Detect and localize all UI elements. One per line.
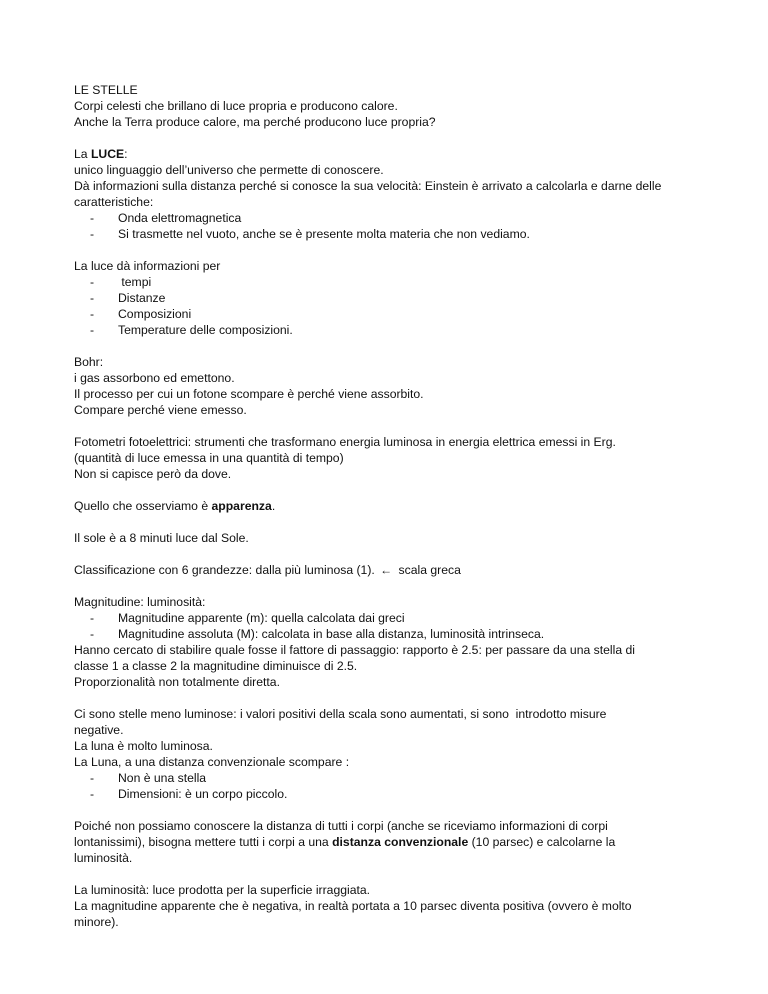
list-item-text: Non è una stella [118,771,207,785]
list-item-text: Si trasmette nel vuoto, anche se è presente molta materia che non vediamo. [118,227,530,241]
bullet-dash: - [90,211,95,225]
distanza-line [74,834,724,850]
classificazione-after: scala greca [395,563,461,577]
bullet-dash: - [90,771,95,785]
luce-line: Dà informazioni sulla distanza perché si conosce la sua velocità: Einstein è arrivato a calcolarla e darne delle [74,179,662,193]
distanza-text: lontanissimi), bisogna mettere tutti i corpi a una [74,835,333,849]
bullet-dash: - [90,291,95,305]
luce-bold: LUCE [90,147,125,161]
list-item-text: Distanze [118,291,166,305]
classificazione-text: Classificazione con 6 grandezze: dalla più luminosa (1). [74,563,379,577]
list-item-text: Dimensioni: è un corpo piccolo. [118,787,288,801]
distanza-line: Poiché non possiamo conoscere la distanza di tutti i corpi (anche se riceviamo informazioni di corpi [74,819,608,833]
bullet-dash: - [90,787,95,801]
magnitudine-line: Proporzionalità non totalmente diretta. [74,675,280,689]
negative-line: La luna è molto luminosa. [74,739,213,753]
luminosita-line: minore). [74,915,119,929]
luce-suffix: : [124,147,128,161]
bohr-line: i gas assorbono ed emettono. [74,371,235,385]
list-item [74,306,724,322]
bullet-dash: - [90,323,95,337]
list-item-text: Temperature delle composizioni. [118,323,293,337]
list-item [74,290,724,306]
bullet-dash: - [90,227,95,241]
luce-prefix: La [74,147,91,161]
list-item [74,626,724,642]
bullet-dash: - [90,611,95,625]
list-item [74,610,724,626]
luce-heading [74,146,724,162]
distanza-bold: distanza convenzionale [332,835,469,849]
luce-line: caratteristiche: [74,195,154,209]
sole-line: Il sole è a 8 minuti luce dal Sole. [74,531,249,545]
apparenza-line [74,498,724,514]
list-item [74,786,724,802]
negative-line: Ci sono stelle meno luminose: i valori positivi della scala sono aumentati, si sono introdotto misure [74,707,607,721]
list-item-text: Composizioni [118,307,192,321]
fotometri-line: Non si capisce però da dove. [74,467,232,481]
apparenza-prefix: Quello che osserviamo è [74,499,212,513]
list-item-text: Onda elettromagnetica [118,211,242,225]
apparenza-suffix: . [271,499,276,513]
luce-line: unico linguaggio dell’universo che permette di conoscere. [74,163,384,177]
list-item [74,210,724,226]
negative-line: negative. [74,723,124,737]
distanza-line: luminosità. [74,851,133,865]
distanza-text: (10 parsec) e calcolarne la [468,835,616,849]
list-item [74,274,724,290]
bohr-line: Il processo per cui un fotone scompare è perché viene assorbito. [74,387,424,401]
bullet-dash: - [90,307,95,321]
list-item [74,226,724,242]
magnitudine-heading: Magnitudine: luminosità: [74,595,206,609]
fotometri-line: Fotometri fotoelettrici: strumenti che trasformano energia luminosa in energia elettrica emessi in Erg. [74,435,616,449]
list-item [74,322,724,338]
intro-line: Anche la Terra produce calore, ma perché producono luce propria? [74,115,436,129]
info-heading: La luce dà informazioni per [74,259,221,273]
intro-line: Corpi celesti che brillano di luce propria e producono calore. [74,99,398,113]
bullet-dash: - [90,627,95,641]
magnitudine-line: Hanno cercato di stabilire quale fosse il fattore di passaggio: rapporto è 2.5: per passare da una stella di [74,643,635,657]
bohr-line: Compare perché viene emesso. [74,403,247,417]
list-item-text: Magnitudine apparente (m): quella calcolata dai greci [118,611,405,625]
bohr-heading: Bohr: [74,355,104,369]
luminosita-line: La magnitudine apparente che è negativa, in realtà portata a 10 parsec diventa positiva (ovvero è molto [74,899,632,913]
apparenza-bold: apparenza [211,499,272,513]
list-item-text: Magnitudine assoluta (M): calcolata in base alla distanza, luminosità intrinseca. [118,627,545,641]
document-page [74,82,724,930]
fotometri-line: (quantità di luce emessa in una quantità di tempo) [74,451,344,465]
left-arrow-icon: ← [380,563,393,577]
list-item-text: tempi [118,275,152,289]
magnitudine-line: classe 1 a classe 2 la magnitudine diminuisce di 2.5. [74,659,358,673]
list-item [74,770,724,786]
document-title: LE STELLE [74,83,138,97]
classificazione-line [74,562,724,578]
luminosita-line: La luminosità: luce prodotta per la superficie irraggiata. [74,883,371,897]
bullet-dash: - [90,275,95,289]
negative-line: La Luna, a una distanza convenzionale scompare : [74,755,350,769]
